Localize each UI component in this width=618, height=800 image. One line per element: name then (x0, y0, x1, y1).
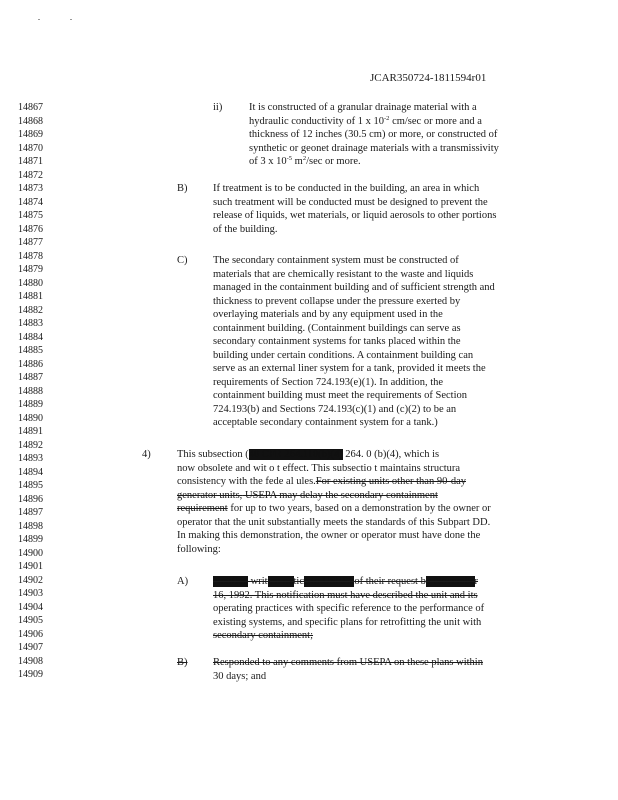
line-number: 14887 (18, 372, 43, 383)
item-c-line: containment building. (Containment buildings can serve as (213, 322, 461, 334)
line-number: 14901 (18, 561, 43, 572)
item-4-line-1: This subsection (40 CFR 264.110(b)(4) 264. 0 (b)(4), which is (177, 449, 440, 460)
line-number: 14885 (18, 345, 43, 356)
item-4-line-2: now obsolete and wit o t effect. This subsectio t maintains structura (177, 462, 461, 474)
line-number: 14874 (18, 196, 43, 208)
item-c-line: 724.193(b) and Sections 724.193(c)(1) and (c)(2) to be an (213, 403, 457, 415)
line-number: 14873 (18, 183, 43, 194)
line-number: 14879 (18, 264, 43, 275)
line-number: 14900 (18, 547, 43, 559)
struck-text: generator units, (177, 489, 243, 501)
item-ii-label: ii) (213, 102, 223, 113)
line-number: 14877 (18, 237, 43, 248)
item-a-line-3: operating practices with specific reference to the performance of (213, 603, 485, 614)
item-ii-line-5: of 3 x $10^{-5}$ $m^2/\sec$ or more. (249, 155, 361, 167)
line-number: 14907 (18, 642, 43, 653)
line-number: 14886 (18, 358, 43, 370)
line-number: 14867 (18, 102, 43, 113)
item-c-line: managed in the containment building and of sufficient strength and (213, 282, 495, 293)
item-a-label: A) (177, 576, 189, 587)
item-c-line: The secondary containment system must be constructed of (213, 255, 459, 266)
item-c-line: acceptable secondary containment system for a tank.) (213, 417, 438, 428)
item-4-line-4: generator units, USEPA may delay the secondary containment (177, 489, 438, 501)
item-ii-line-3: thickness of 12 inches (30.5 cm) or more, or constructed of (249, 129, 498, 140)
line-number: 14875 (18, 210, 43, 221)
line-number: 14872 (18, 169, 43, 181)
struck-text: For existing units other than 90-day (315, 476, 466, 487)
item-b2-label: B) (177, 657, 188, 668)
line-number: 14889 (18, 399, 43, 410)
line-number: 14883 (18, 318, 43, 329)
item-a-line-4: existing systems, and specific plans for retrofitting the unit with (213, 616, 482, 628)
item-4-line-3: consistency with the fede al ules.For existing units other than 90-day (177, 476, 466, 487)
item-c-line: building under certain conditions. A containment building can (213, 349, 474, 361)
item-b-line: release of liquids, wet materials, or liquid aerosols to other portions (213, 210, 497, 221)
line-number: 14884 (18, 331, 43, 343)
item-4-label: 4) (142, 449, 151, 460)
item-4-line-7: In making this demonstration, the owner or operator must have done the (177, 530, 481, 541)
scan-speck (38, 19, 40, 20)
line-number: 14894 (18, 466, 43, 478)
line-number: 14908 (18, 655, 43, 667)
item-ii-line-1: It is constructed of a granular drainage material with a (249, 102, 477, 113)
item-ii-line-4: synthetic or geonet drainage materials with a transmissivity (249, 142, 499, 154)
item-c-line: requirements of Section 724.193(e)(1). In addition, the (213, 376, 444, 388)
line-number: 14870 (18, 142, 43, 154)
line-number: 14890 (18, 412, 43, 424)
line-number: 14891 (18, 426, 43, 437)
item-b-line: such treatment will be conducted must be designed to prevent the (213, 196, 488, 208)
line-number: 14868 (18, 115, 43, 127)
item-b2-line-2: 30 days; and (213, 670, 267, 682)
line-number: 14902 (18, 574, 43, 586)
item-4-line-6: operator that the unit substantially meets the standards of this Subpart DD. (177, 516, 491, 528)
line-number: 14905 (18, 615, 43, 626)
item-b-line: If treatment is to be conducted in the building, an area in which (213, 183, 480, 194)
item-b-line: of the building. (213, 223, 278, 235)
item-ii-line-2: hydraulic conductivity of 1 x $10^{-2}$ cm/sec or more and a (249, 114, 482, 127)
line-number: 14899 (18, 534, 43, 545)
item-4-line-8: following: (177, 543, 221, 555)
line-number: 14876 (18, 223, 43, 235)
line-number: 14892 (18, 439, 43, 451)
line-number: 14881 (18, 291, 43, 302)
item-c-line: thickness to prevent collapse under the pressure exerted by (213, 295, 461, 307)
document-id: JCAR350724-1811594r01 (370, 72, 487, 84)
item-c-label: C) (177, 255, 188, 266)
line-number: 14909 (18, 669, 43, 680)
line-number: 14893 (18, 453, 43, 464)
item-c-line: serve as an external liner system for a tank, provided it meets the (213, 363, 486, 374)
item-c-line: secondary containment systems for tanks placed within the (213, 336, 461, 347)
line-number: 14880 (18, 277, 43, 289)
item-b-label: B) (177, 183, 188, 194)
line-number: 14895 (18, 480, 43, 491)
line-number: 14871 (18, 156, 43, 167)
item-b2-line-1: Responded to any comments from USEPA on these plans within (213, 657, 483, 668)
line-number: 14897 (18, 507, 43, 518)
item-a-line-2: 16, 1992. This notification must have described the unit and its (213, 589, 478, 601)
scan-speck (70, 19, 72, 20)
item-a-line-5: secondary containment; (213, 630, 314, 641)
item-4-line-5: requirement for up to two years, based on a demonstration by the owner or (177, 503, 491, 514)
line-number: 14904 (18, 601, 43, 613)
line-number: 14882 (18, 304, 43, 316)
redaction-block: Notified (213, 576, 248, 587)
line-number: 14906 (18, 628, 43, 640)
line-number: 14878 (18, 250, 43, 262)
item-a-line-1: Notified written notice to USEPAof their request by November (213, 576, 479, 587)
line-number: 14898 (18, 520, 43, 532)
redaction-block: 40 CFR 264.110(b)(4) (248, 449, 343, 460)
line-number: 14888 (18, 385, 43, 397)
item-c-line: overlaying materials and by any equipment used in the (213, 309, 443, 320)
struck-text: requirement (177, 503, 228, 514)
item-c-line: containment building must meet the requirements of Section (213, 390, 467, 401)
line-number: 14903 (18, 588, 43, 599)
item-c-line: materials that are chemically resistant to the waste and liquids (213, 268, 474, 280)
line-number: 14869 (18, 129, 43, 140)
line-number: 14896 (18, 493, 43, 505)
